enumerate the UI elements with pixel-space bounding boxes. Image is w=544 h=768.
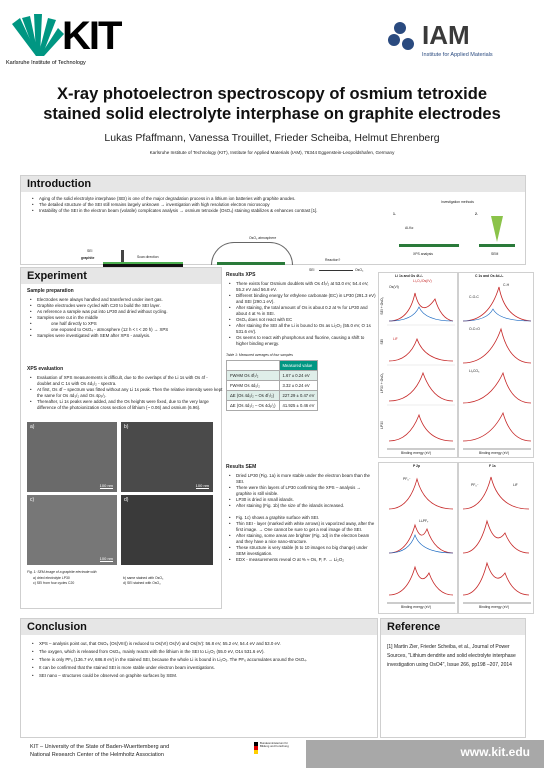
sem-label: SEM xyxy=(491,252,499,256)
table-cell: ΔE (Os 4d₅/₂ – Os 4f₇/₂) xyxy=(227,390,280,400)
list-item: • Dried LP30 (Fig. 1a) is more stable under the electron beam than the SEI. xyxy=(236,473,376,485)
step-1-label: 1. xyxy=(393,212,396,216)
sem-image-label: c) xyxy=(30,497,35,503)
sei-label: SEI xyxy=(87,249,93,253)
title-line-2: stained solid electrolyte interphase on graphite electrodes xyxy=(43,105,501,123)
list-item: • The detailed structure of the SEI still remains largely unknown → investigation with high resolution electron microscopy xyxy=(39,202,519,208)
xps-evaluation-heading: XPS evaluation xyxy=(27,366,64,372)
y-axis-label: LP30 + OsO₄ xyxy=(380,373,384,394)
table-row xyxy=(227,390,318,400)
reference-panel xyxy=(380,618,526,738)
graphite-label: graphite xyxy=(81,256,95,260)
iam-logo-dots-icon xyxy=(388,22,418,52)
list-item: • Instability of the SEI in the electron beam (volatile) complicates analysis → osmium tetroxide (OsO₄) staining stabilizes & enhances contrast [1]. xyxy=(39,208,519,214)
list-item: • After staining, some areas are brighter (Fig. 1d) in the electron beam and they have a nice nano-structure. xyxy=(236,533,376,545)
experiment-panel xyxy=(20,267,222,609)
results-xps-section xyxy=(226,272,376,411)
list-item: • SEI nano – structures could be observed on graphite surfaces by SEM. xyxy=(39,673,379,679)
list-item: • After staining the SEI all the Li is bound to Os as Li₂O₂ (55.0 eV, O 1s 531.6 eV). xyxy=(236,323,376,335)
sem-image-label: d) xyxy=(124,497,129,503)
peak-label: PF₆⁻ xyxy=(403,477,411,481)
y-axis-label: LP30 xyxy=(380,421,384,429)
scale-bar: 100 nm xyxy=(195,483,209,488)
iam-logo-text: IAM xyxy=(422,20,470,50)
table-cell: 41.925 ± 0.46 eV xyxy=(279,400,318,410)
experiment-heading: Experiment xyxy=(21,268,221,284)
list-item: • Graphite electrodes were cycled with C20 to build the SEI layer. xyxy=(37,303,223,309)
list-item: • As reference a sample was put into LP30 and dried without cycling. xyxy=(37,309,223,315)
list-item: • EDX - measurements reveal O at % ≈ Os, P, F. → Li₂O₂ xyxy=(236,557,376,563)
sei-text: SEI xyxy=(309,268,315,272)
authors: Lukas Pfaffmann, Vanessa Trouillet, Frieder Scheiba, Helmut Ehrenberg xyxy=(104,132,440,144)
spectrum-title: C 1s and Os 4d₅/₂ xyxy=(475,274,504,278)
peak-label: Li₂CO₃ xyxy=(469,369,480,373)
list-item: • There is only PF₆ (136.7 eV, 686.8 eV) in the stained SEI, because the whole Li is bound in Li₂O₂. The PF₆ accumulates around the OsO₄. xyxy=(39,657,379,663)
sem-sample xyxy=(479,244,515,247)
kit-logo xyxy=(6,14,146,74)
introduction-heading: Introduction xyxy=(21,176,525,192)
sample-prep-list xyxy=(27,297,223,339)
x-axis-label: Binding energy (eV) xyxy=(479,605,509,609)
footer-bar xyxy=(306,740,544,768)
spectrum-title: Li 1s and Os 4f₇/₂ xyxy=(395,274,423,278)
results-sem-heading: Results SEM xyxy=(226,464,257,470)
xps-label: XPS analysis xyxy=(413,252,433,256)
list-item: • It can be confirmed that the stained SEI is more stable under electron beam investigations. xyxy=(39,665,379,671)
scale-bar: 100 nm xyxy=(99,483,113,488)
footer xyxy=(0,740,544,768)
sample-prep-heading: Sample preparation xyxy=(27,288,74,294)
list-item: • Samples were investigated with SEM after XPS - analysis. xyxy=(37,333,223,339)
sem-caption-a: a) dried electrolyte LP30 xyxy=(33,576,70,580)
list-item: • Os seems to react with phosphorus and fluorine, causing a shift to higher binding energy. xyxy=(236,335,376,347)
spectrum-curves xyxy=(379,463,457,613)
x-axis-label: Binding energy (eV) xyxy=(401,451,431,455)
spectrum-li1s-os4f xyxy=(378,272,458,458)
table-row xyxy=(227,380,318,390)
peak-label: LiF xyxy=(513,483,518,487)
table-header-cell xyxy=(227,360,280,370)
sem-caption-b: b) same stained with OsO₄ xyxy=(123,576,164,580)
sem-image-d xyxy=(121,495,213,565)
spectrum-f1s xyxy=(458,462,534,614)
introduction-panel xyxy=(20,175,526,272)
x-axis-label: Binding energy (eV) xyxy=(479,451,509,455)
list-item: • After staining (Fig. 1b) the size of the islands increased. xyxy=(236,503,376,509)
sem-figure-caption xyxy=(27,570,213,575)
title-line-1: X-ray photoelectron spectroscopy of osmium tetroxide xyxy=(57,85,487,103)
flag-icon xyxy=(254,742,258,754)
list-item: • Samples were cut in the middle xyxy=(37,315,223,321)
table-caption: Table 1: Measured averages of four samples xyxy=(226,353,293,357)
table-row xyxy=(227,400,318,410)
peak-label: LiF xyxy=(393,337,398,341)
xps-sample xyxy=(399,244,459,247)
bmbf-text: Bundesministerium für Bildung und Forschung xyxy=(260,741,289,749)
table-header-cell: Measured value xyxy=(279,360,318,370)
xps-evaluation-list xyxy=(27,375,223,411)
list-item: • There were thin layers of LP30 confirming the XPS – analysis → graphite is still visible. xyxy=(236,485,376,497)
arrow-icon xyxy=(319,270,353,271)
reaction-label: Reaction? xyxy=(325,258,341,262)
sei-strip xyxy=(103,262,183,264)
peak-label: LiₓPFᵧ xyxy=(419,519,429,523)
sem-image-b xyxy=(121,422,213,492)
affiliation: Karlsruhe Institute of Technology (KIT), Institute for Applied Materials (IAM), 76344 Eggenstein-Leopoldshafen, Germany xyxy=(149,150,395,155)
spectrum-p2p xyxy=(378,462,458,614)
caption-title: Fig. 1: SEM image of a graphite electrode with xyxy=(27,570,97,574)
sample-strip xyxy=(217,262,285,265)
list-item: • These structure is very stable (6 to 10 images no big change) under SEM investigation. xyxy=(236,545,376,557)
results-sem-list xyxy=(226,473,376,563)
kit-logo-text: KIT xyxy=(62,14,121,58)
reference-text: [1] Martin Zier, Frieder Scheiba, et al., Journal of Power Sources, "Lithium dendrite and solid electrolyte interphase investigation using OsO4", Issue 266, pp198 –207, 2014 xyxy=(387,644,516,668)
table-cell: FWHM Os 4f₇/₂ xyxy=(227,370,280,380)
introduction-list xyxy=(29,196,519,214)
bmbf-logo xyxy=(254,741,289,766)
conclusion-heading: Conclusion xyxy=(21,619,377,635)
kit-logo-mark-icon xyxy=(6,14,66,58)
spectrum-title: P 2p xyxy=(413,464,421,468)
list-item: • The oxygen, which is released from OsO₄, mainly reacts with the lithium in the SEI to Li₂O₂ (55.0 eV, O1s 531.6 eV). xyxy=(39,649,379,655)
list-item: • There exists four Osmium doublets with Os 4f₇/₂ at 53.0 eV, 54.4 eV, 55.2 eV and 56.8 eV. xyxy=(236,281,376,293)
conclusion-list xyxy=(29,641,379,679)
alka-label: Al-Kα xyxy=(405,226,414,230)
methods-label: Investigation methods xyxy=(441,200,474,204)
list-item: • Evaluation of XPS measurements is difficult, due to the overlaps of the Li 1s with Os 4f - doublet and C 1s with Os 4d₅/₂ - spectra. xyxy=(37,375,223,387)
list-item: • Aging of the solid electrolyte interphase (SEI) is one of the major degradation process in a lithium ion batteries with graphite anodes. xyxy=(39,196,519,202)
peak-label: Li₂O₂/Os(IV) xyxy=(413,279,432,283)
footer-line-1: KIT – University of the State of Baden-Wuerttemberg and xyxy=(30,744,170,750)
scale-bar: 100 nm xyxy=(99,556,113,561)
poster-title xyxy=(0,84,544,124)
list-item: • LP30 is dried in small islands. xyxy=(236,497,376,503)
results-xps-heading: Results XPS xyxy=(226,272,256,278)
measured-values-table xyxy=(226,360,318,411)
list-item: • Electrodes were always handled and transferred under inert gas. xyxy=(37,297,223,303)
tip-icon xyxy=(121,250,124,262)
spectrum-curves xyxy=(459,273,533,457)
peak-label: O-C=O xyxy=(469,327,480,331)
spectrum-title: F 1s xyxy=(489,464,496,468)
list-item: • Fig. 1c) shows a graphite surface with SEI. xyxy=(236,515,376,521)
table-row xyxy=(227,370,318,380)
iam-logo xyxy=(388,20,538,70)
atmosphere-label: OsO₄ atmosphere xyxy=(249,236,277,240)
list-item: • Thin SEI - layer (marked with white arrows) is vaporized away, after the first image. → One cannot be sure to get a real image of the SEI. xyxy=(236,521,376,533)
sem-image-label: a) xyxy=(30,424,35,430)
reference-heading: Reference xyxy=(381,619,525,635)
scan-direction-label: Scan direction xyxy=(137,255,159,259)
y-axis-label: SEI + OsO₄ xyxy=(380,297,384,315)
iam-logo-subtitle: Institute for Applied Materials xyxy=(422,52,493,58)
list-item: • one exposed to OsO₄ - atmosphere (12 h < t < 20 h) → XPS xyxy=(37,327,223,333)
step-2-label: 2. xyxy=(475,212,478,216)
table-cell: 3.32 ± 0.24 eV xyxy=(279,380,318,390)
sem-caption-d: d) SEI stained with OsO₄ xyxy=(123,581,161,585)
table-cell: 227.29 ± 0.47 eV xyxy=(279,390,318,400)
list-item: • Different binding energy for ethylene carbonate (EC) in LP30 (291.3 eV) and SEI (290.1 eV). xyxy=(236,293,376,305)
table-cell: 1.67 ± 0.24 eV xyxy=(279,370,318,380)
spectrum-c1s-os4d xyxy=(458,272,534,458)
peak-label: Os(VI) xyxy=(389,285,399,289)
y-axis-label: SEI xyxy=(380,339,384,345)
kit-logo-subtitle: Karlsruhe Institute of Technology xyxy=(6,60,86,66)
sem-beam-icon xyxy=(491,216,503,242)
oso4-text: OsO₄ xyxy=(355,268,364,272)
list-item: • one half directly to XPS xyxy=(37,321,223,327)
list-item: • XPS – analysis point out, that OsO₄ (Os(VIII)) is reduced to Os(VI) Os(V) and Os(IV): 56.8 eV, 55.2 eV, 54.4 eV and 53.0 eV. xyxy=(39,641,379,647)
sem-caption-c: c) SEI from four cycles C20 xyxy=(33,581,75,585)
x-axis-label: Binding energy (eV) xyxy=(401,605,431,609)
list-item: • At first, Os 4f – spectrum was fitted without any Li 1s peak. Then the relative intensity were kept the same for Os 4d₃/₂ and Os 4p₃/₂. xyxy=(37,387,223,399)
spectrum-curves xyxy=(379,273,457,457)
results-sem-section xyxy=(226,464,376,563)
list-item: • OsO₄ does not react with EC xyxy=(236,317,376,323)
list-item: • Thereafter, Li 1s peaks were added, and the Os heights were fixed, due to the very large difference of the photoionization cross section of lithium (~ 0.06) and osmium (6.96). xyxy=(37,399,223,411)
peak-label: PF₆⁻ xyxy=(471,483,479,487)
sem-image-a xyxy=(27,422,117,492)
footer-url[interactable]: www.kit.edu xyxy=(460,745,530,759)
table-cell: ΔE (Os 4d₃/₂ – Os 4d₅/₂) xyxy=(227,400,280,410)
table-header-row xyxy=(227,360,318,370)
results-xps-list xyxy=(226,281,376,347)
peak-label: C-O-C xyxy=(469,295,479,299)
sem-image-label: b) xyxy=(124,424,129,430)
conclusion-panel xyxy=(20,618,378,738)
table-cell: FWHM Os 4d₅/₂ xyxy=(227,380,280,390)
sem-image-c xyxy=(27,495,117,565)
peak-label: C-H xyxy=(503,283,510,287)
list-item: • After staining, the total amount of Os is about 0.2 at % for LP30 and about 4 at % in SEI. xyxy=(236,305,376,317)
footer-line-2: National Research Center of the Helmholtz Association xyxy=(30,752,164,758)
